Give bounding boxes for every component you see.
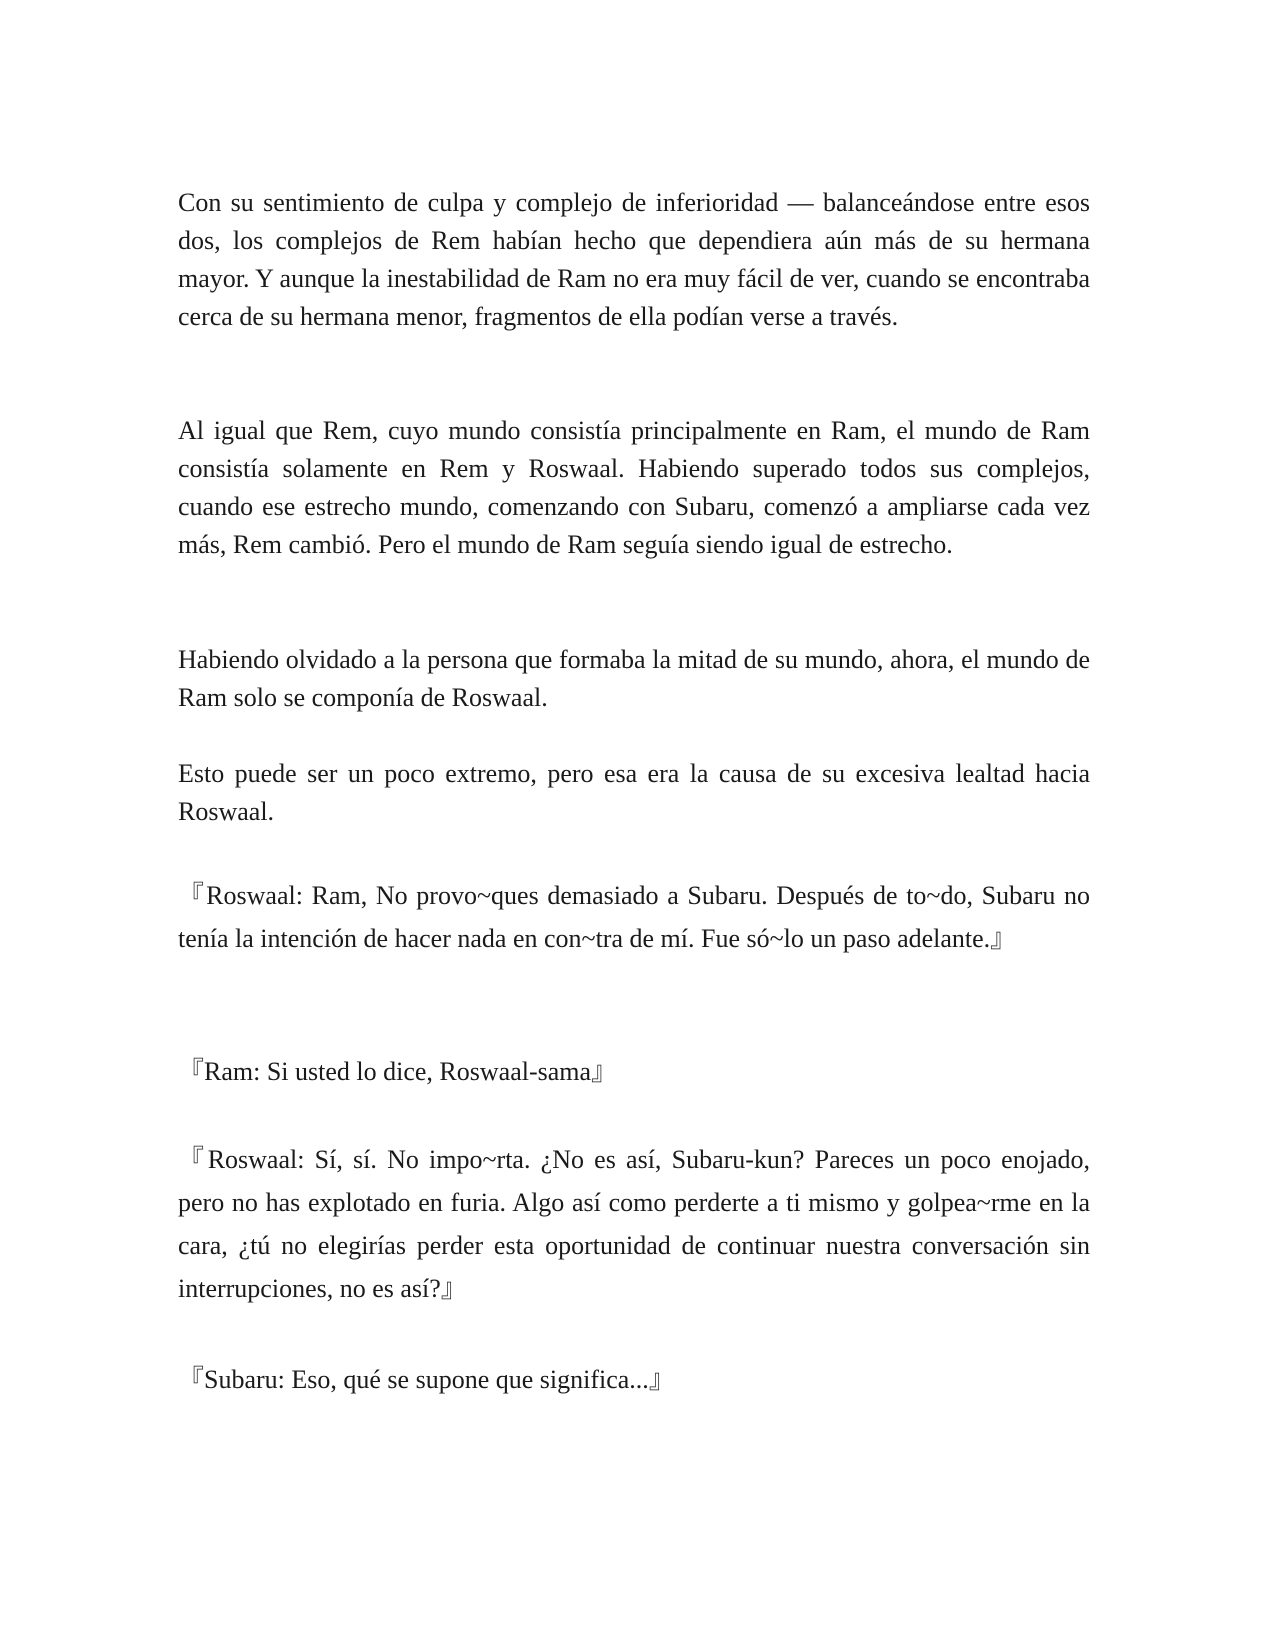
paragraph: Esto puede ser un poco extremo, pero esa era la causa de su excesiva lealtad hacia Roswaal. bbox=[178, 759, 1090, 826]
dialogue-line: 『Ram: Si usted lo dice, Roswaal-sama』 bbox=[178, 1057, 618, 1086]
paragraph: Habiendo olvidado a la persona que formaba la mitad de su mundo, ahora, el mundo de Ram solo se componía de Roswaal. bbox=[178, 645, 1090, 712]
paragraph: Al igual que Rem, cuyo mundo consistía principalmente en Ram, el mundo de Ram consistía solamente en Rem y Roswaal. Habiendo superado todos sus complejos, cuando ese estrecho mundo, comenzando con Subaru, comenzó a ampliarse cada vez más, Rem cambió. Pero el mundo de Ram seguía siendo igual de estrecho. bbox=[178, 416, 1090, 559]
dialogue-line: 『Subaru: Eso, qué se supone que significa...』 bbox=[178, 1365, 675, 1394]
dialogue-line: 『Roswaal: Ram, No provo~ques demasiado a Subaru. Después de to~do, Subaru no tenía la intención de hacer nada en con~tra de mí. Fue só~lo un paso adelante.』 bbox=[178, 881, 1090, 953]
paragraph: Con su sentimiento de culpa y complejo de inferioridad — balanceándose entre esos dos, los complejos de Rem habían hecho que dependiera aún más de su hermana mayor. Y aunque la inestabilidad de Ram no era muy fácil de ver, cuando se encontraba cerca de su hermana menor, fragmentos de ella podían verse a través. bbox=[178, 188, 1090, 331]
dialogue-line: 『Roswaal: Sí, sí. No impo~rta. ¿No es así, Subaru-kun? Pareces un poco enojado, pero no has explotado en furia. Algo así como perderte a ti mismo y golpea~rme en la cara, ¿tú no elegirías perder esta oportunidad de continuar nuestra conversación sin interrupciones, no es así?』 bbox=[178, 1145, 1090, 1303]
